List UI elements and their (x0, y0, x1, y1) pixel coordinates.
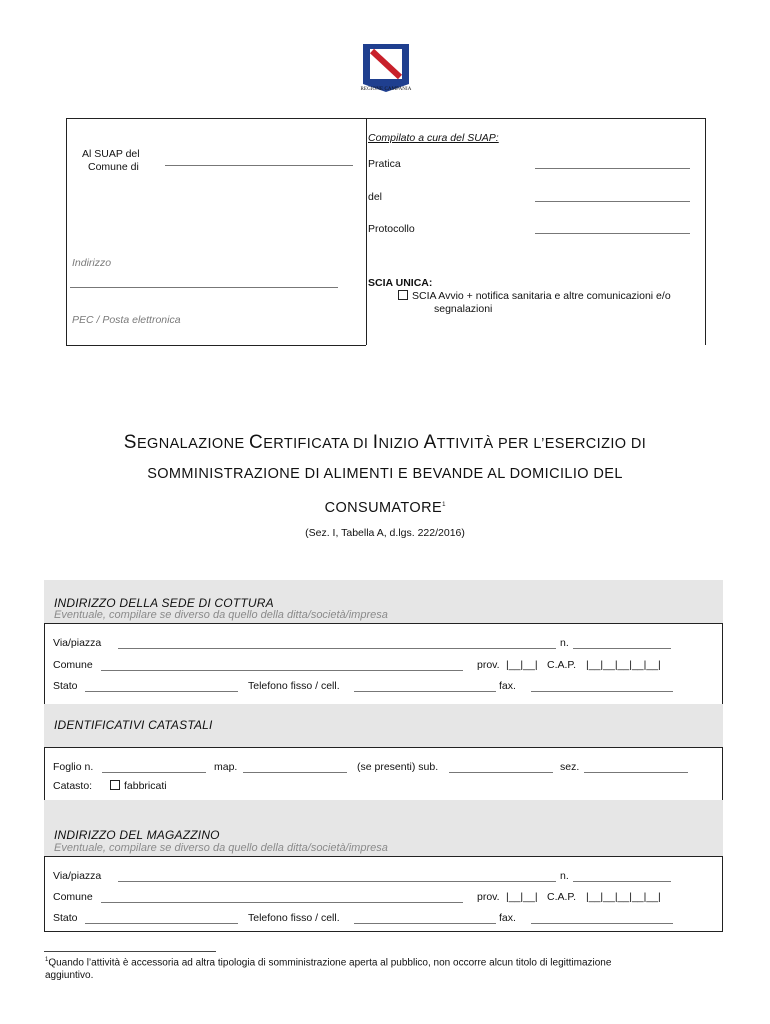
sede-via-label: Via/piazza (53, 637, 102, 649)
pratica-label: Pratica (368, 158, 401, 170)
mag-via-field[interactable] (118, 881, 556, 882)
mag-stato-label: Stato (53, 912, 78, 924)
scia-option-line1: SCIA Avvio + notifica sanitaria e altre comunicazioni e/o (412, 290, 671, 302)
footnote-mark: 1 (45, 957, 49, 963)
mag-telefono-field[interactable] (354, 923, 496, 924)
title-line2: SOMMINISTRAZIONE DI ALIMENTI E BEVANDE AL DOMICILIO DEL (147, 466, 623, 482)
suap-box-left-border (66, 118, 67, 345)
sede-fax-field[interactable] (531, 691, 673, 692)
catastali-box (44, 747, 723, 801)
document-title (0, 428, 770, 522)
title-initial-2: I (372, 432, 379, 453)
mag-comune-field[interactable] (101, 902, 463, 903)
sede-cottura-title: INDIRIZZO DELLA SEDE DI COTTURA (54, 596, 274, 610)
mag-fax-label: fax. (499, 912, 516, 924)
magazzino-subtitle: Eventuale, compilare se diverso da quello della ditta/società/impresa (54, 842, 388, 854)
footnote-line2: aggiuntivo. (45, 970, 94, 981)
sede-comune-field[interactable] (101, 670, 463, 671)
mag-via-label: Via/piazza (53, 870, 102, 882)
mag-cap-field[interactable]: |__|__|__|__|__| (586, 891, 661, 903)
scia-heading: SCIA UNICA: (368, 277, 433, 289)
sez-label: sez. (560, 761, 580, 773)
logo-caption: REGIONE CAMPANIA (360, 87, 412, 92)
sub-field[interactable] (449, 772, 553, 773)
comune-field[interactable] (165, 165, 353, 166)
title-word-1: ERTIFICATA DI (263, 436, 373, 452)
suap-office-heading: Compilato a cura del SUAP: (368, 132, 499, 144)
sez-field[interactable] (584, 772, 688, 773)
protocollo-field[interactable] (535, 233, 690, 234)
address-field[interactable] (70, 287, 338, 288)
pratica-field[interactable] (535, 168, 690, 169)
footnote-line1: Quando l’attività è accessoria ad altra tipologia di somministrazione aperta al pubblico, non occorre alcun titolo di legittimazione (48, 957, 612, 969)
mag-cap-label: C.A.P. (547, 891, 576, 903)
scia-checkbox[interactable] (398, 290, 408, 300)
mag-prov-field[interactable]: |__|__| (506, 891, 538, 903)
scia-option-line2: segnalazioni (434, 303, 493, 315)
sede-n-label: n. (560, 637, 569, 649)
sede-cottura-subtitle: Eventuale, compilare se diverso da quello della ditta/società/impresa (54, 609, 388, 621)
sede-fax-label: fax. (499, 680, 516, 692)
address-label: Indirizzo (72, 257, 112, 269)
title-reference: (Sez. I, Tabella A, d.lgs. 222/2016) (305, 527, 465, 539)
sede-cap-field[interactable]: |__|__|__|__|__| (586, 659, 661, 671)
fabbricati-checkbox[interactable] (110, 780, 120, 790)
sede-stato-field[interactable] (85, 691, 238, 692)
map-label: map. (214, 761, 238, 773)
catastali-title: IDENTIFICATIVI CATASTALI (54, 718, 213, 732)
suap-box-right-border (705, 118, 706, 345)
title-line1 (0, 428, 770, 459)
title-word-0: EGNALAZIONE (136, 436, 249, 452)
mag-n-label: n. (560, 870, 569, 882)
mag-comune-label: Comune (53, 891, 93, 903)
mag-n-field[interactable] (573, 881, 671, 882)
fabbricati-label: fabbricati (124, 780, 167, 792)
scia-option[interactable] (398, 290, 671, 302)
mag-prov-label: prov. (477, 891, 500, 903)
mag-telefono-label: Telefono fisso / cell. (248, 912, 340, 924)
sub-label: (se presenti) sub. (357, 761, 439, 773)
sede-telefono-field[interactable] (354, 691, 496, 692)
suap-to-line2: Comune di (88, 161, 139, 173)
pec-label: PEC / Posta elettronica (72, 314, 181, 326)
fabbricati-option[interactable] (110, 780, 167, 792)
sede-comune-label: Comune (53, 659, 93, 671)
map-field[interactable] (243, 772, 347, 773)
magazzino-title: INDIRIZZO DEL MAGAZZINO (54, 828, 220, 842)
del-label: del (368, 191, 383, 203)
region-logo (356, 43, 416, 99)
suap-box-divider (366, 118, 367, 345)
sede-via-field[interactable] (118, 648, 556, 649)
title-initial-3: A (423, 432, 437, 453)
sede-cap-label: C.A.P. (547, 659, 576, 671)
sede-n-field[interactable] (573, 648, 671, 649)
suap-to-line1: Al SUAP del (82, 148, 140, 160)
suap-box-top-border (66, 118, 705, 119)
title-footnote-mark: 1 (442, 502, 446, 508)
title-word-3: TTIVITÀ PER L’ESERCIZIO DI (436, 436, 647, 452)
protocollo-label: Protocollo (368, 223, 415, 235)
sede-stato-label: Stato (53, 680, 78, 692)
sede-prov-field[interactable]: |__|__| (506, 659, 538, 671)
catasto-label: Catasto: (53, 780, 93, 792)
foglio-label: Foglio n. (53, 761, 94, 773)
footnote-text (45, 957, 611, 968)
mag-stato-field[interactable] (85, 923, 238, 924)
sede-telefono-label: Telefono fisso / cell. (248, 680, 340, 692)
title-word-2: NIZIO (378, 436, 424, 452)
title-initial-0: S (123, 432, 137, 453)
title-line3-text: CONSUMATORE (324, 500, 443, 516)
footnote-separator (44, 951, 216, 952)
title-initial-1: C (248, 432, 264, 453)
title-line3 (0, 491, 770, 522)
suap-box-bottom-border (66, 345, 366, 346)
del-field[interactable] (535, 201, 690, 202)
mag-fax-field[interactable] (531, 923, 673, 924)
foglio-field[interactable] (102, 772, 206, 773)
sede-prov-label: prov. (477, 659, 500, 671)
